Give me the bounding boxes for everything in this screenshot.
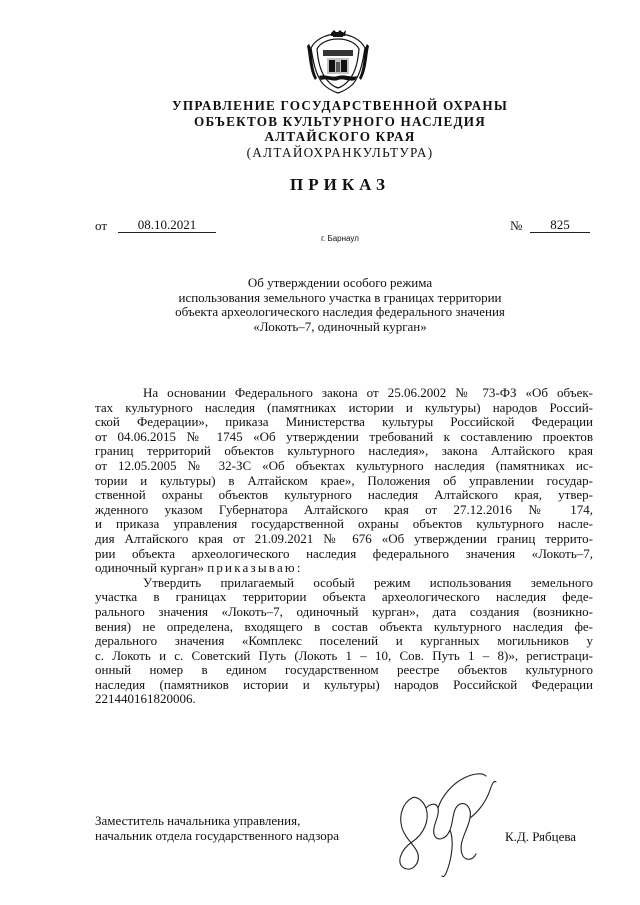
subject-line-1: Об утверждении особого режима bbox=[247, 275, 433, 290]
body-line: с. Локоть и с. Советский Путь (Локоть 1 – 10, Сов. Путь 1 – 8)», регистраци- bbox=[95, 647, 593, 663]
body-line: рии объекта археологического наследия федерального значения «Локоть–7, bbox=[95, 545, 593, 561]
body-line: жденного указом Губернатора Алтайского края от 27.12.2016 № 174, bbox=[95, 501, 593, 517]
body-line: тах культурного наследия (памятниках истории и культуры) народов Россий- bbox=[95, 399, 593, 415]
body-line: тории и культуры) в Алтайском крае», Положения об управлении государ- bbox=[95, 472, 593, 488]
org-name-line-1: УПРАВЛЕНИЕ ГОСУДАРСТВЕННОЙ ОХРАНЫ bbox=[171, 98, 509, 113]
signer-name: К.Д. Рябцева bbox=[505, 829, 577, 844]
org-name-line-2: ОБЪЕКТОВ КУЛЬТУРНОГО НАСЛЕДИЯ bbox=[194, 113, 486, 129]
order-number: 825 bbox=[530, 218, 590, 233]
body-line-text: одиночный курган» bbox=[95, 560, 204, 576]
body-line: наследия (памятников истории и культуры) народов Российской Федерации bbox=[95, 676, 593, 692]
city-label: г. Барнаул bbox=[321, 234, 359, 243]
signer-position-line-2: начальник отдела государственного надзора bbox=[95, 828, 340, 843]
body-line: рального значения «Локоть–7, одиночный курган», дата создания (возникно- bbox=[95, 603, 593, 619]
subject-line-3: объекта археологического наследия федерального значения bbox=[175, 304, 505, 320]
document-type-title: ПРИКАЗ bbox=[290, 175, 390, 194]
body-line: от 04.06.2015 № 1745 «Об утверждении требований к составлению проектов bbox=[95, 428, 593, 444]
body-line: онный номер в едином государственном реестре объектов культурного bbox=[95, 662, 593, 678]
handwritten-signature-icon bbox=[368, 768, 508, 880]
number-prefix: № bbox=[510, 218, 523, 233]
date-prefix: от bbox=[95, 218, 108, 233]
body-line: дерального значения «Комплекс поселений и курганных могильников у bbox=[95, 633, 593, 649]
body-line: дия Алтайского края от 21.09.2021 № 676 «Об утверждении границ террито- bbox=[95, 530, 593, 546]
body-line bbox=[95, 561, 593, 576]
body-line: от 12.05.2005 № 32-ЗС «Об объектах культурного наследия (памятниках ис- bbox=[95, 457, 593, 473]
subject-line-2: использования земельного участка в границах территории bbox=[178, 289, 502, 305]
body-line: Утвердить прилагаемый особый режим использования земельного bbox=[143, 574, 593, 590]
signer-position-line-1: Заместитель начальника управления, bbox=[95, 813, 301, 828]
body-line: На основании Федерального закона от 25.06.2002 № 73-ФЗ «Об объек- bbox=[143, 385, 593, 400]
body-line: ственной охраны объектов культурного наследия Алтайского края, утвер- bbox=[95, 487, 593, 503]
order-date: 08.10.2021 bbox=[118, 218, 216, 233]
body-line: ской Федерации», приказа Министерства культуры Российской Федерации bbox=[95, 414, 593, 430]
org-name-line-3: АЛТАЙСКОГО КРАЯ bbox=[264, 129, 416, 144]
body-line: вения) не определена, входящего в состав объекта культурного наследия фе- bbox=[95, 618, 593, 634]
coat-of-arms-icon bbox=[303, 30, 373, 96]
body-line: 221440161820006. bbox=[95, 691, 196, 707]
subject-line-4: «Локоть–7, одиночный курган» bbox=[253, 318, 427, 334]
order-word: приказываю: bbox=[207, 560, 303, 576]
body-line: границ территорий объектов культурного наследия», закона Алтайского края bbox=[95, 443, 593, 459]
body-line: участка в границах территории объекта археологического наследия феде- bbox=[95, 589, 593, 605]
org-abbreviation: (АЛТАЙОХРАНКУЛЬТУРА) bbox=[246, 145, 434, 160]
body-line: и приказа управления государственной охраны объектов культурного насле- bbox=[95, 516, 593, 532]
body-text bbox=[95, 386, 593, 707]
